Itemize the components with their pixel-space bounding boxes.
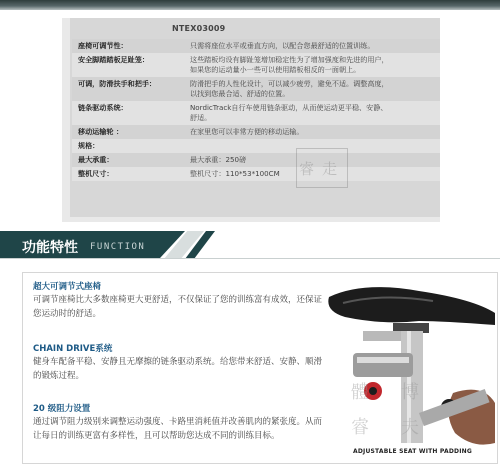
spec-row: [72, 167, 440, 181]
spec-value: 这些踏板均设有脚趾笼增加稳定性为了增加强度和先进的用户， 如果您的运动量小一些可以使用踏板相反的一面朝上。: [190, 55, 389, 74]
spec-row: [72, 139, 440, 153]
photo-caption: ADJUSTABLE SEAT WITH PADDING: [353, 448, 472, 455]
spec-key: 整机尺寸：: [78, 169, 114, 178]
feature-heading: CHAIN DRIVE系统: [33, 344, 113, 354]
spec-panel: [62, 18, 440, 222]
spec-value: 最大承重：250磅: [190, 155, 247, 164]
watermark-char: 夫: [401, 416, 419, 438]
watermark-char: 睿: [351, 416, 369, 438]
spec-row: [72, 101, 440, 125]
spec-value: 在家里您可以非常方便的移动运输。: [190, 127, 304, 136]
watermark-char: 博: [401, 381, 419, 403]
divider: [0, 258, 500, 259]
spec-value: 只需将座位水平或垂直方向，以配合您最舒适的位置训练。: [190, 41, 375, 50]
watermark-logo: [335, 373, 435, 443]
spec-key: 最大承重：: [78, 155, 114, 164]
function-title: 功能特性: [22, 240, 78, 256]
watermark-stamp: 睿走: [296, 148, 348, 188]
feature-body: 通过调节阻力级别来调整运动强度、卡路里消耗值并改善肌肉的紧张度。从而让每日的训练更富有多样性，且可以帮助您达成不同的训练目标。: [33, 417, 323, 441]
spec-key: 可调，防滑扶手和把手：: [78, 79, 157, 88]
feature-item: [33, 281, 323, 321]
feature-body: 可调节座椅比大多数座椅更大更舒适，不仅保证了您的训练富有成效，还保证您运动时的舒适。: [33, 295, 323, 319]
watermark-char: 體: [351, 381, 369, 403]
spec-key: 座椅可调节性：: [78, 41, 128, 50]
feature-body: 健身车配备平稳、安静且无摩擦的链条驱动系统。给您带来舒适、安静、顺滑的锻炼过程。: [33, 357, 323, 381]
spec-value: 防滑把手的人性化设计，可以减少疲劳，避免不适。调整高度， 以找到您最合适、舒适的位置。: [190, 79, 389, 98]
function-subtitle: FUNCTION: [90, 242, 146, 252]
spec-value: NordicTrack自行车使用链条驱动，从而使运动更平稳、安静、 舒适。: [190, 103, 388, 122]
spec-key: 链条驱动系统：: [78, 103, 128, 112]
spec-key: 移动运输轮 ：: [78, 127, 124, 136]
top-banner-strip: [0, 0, 500, 10]
spec-row: [72, 39, 440, 53]
feature-heading: 超大可调节式座椅: [33, 282, 102, 292]
spec-row: [72, 125, 440, 139]
function-header: [0, 231, 500, 259]
feature-box: [22, 272, 498, 464]
spec-key: 规格：: [78, 141, 100, 150]
feature-item: [33, 343, 323, 383]
spec-row: [72, 53, 440, 77]
spec-value: 整机尺寸：110*53*100CM: [190, 169, 280, 178]
spec-table: [72, 39, 440, 181]
spec-row: [72, 77, 440, 101]
spec-key: 安全脚踏踏板足趾笼：: [78, 55, 149, 64]
feature-item: [33, 403, 323, 443]
model-number: NTEX03009: [172, 24, 226, 33]
spec-row: [72, 153, 440, 167]
feature-heading: 20 级阻力设置: [33, 404, 91, 414]
